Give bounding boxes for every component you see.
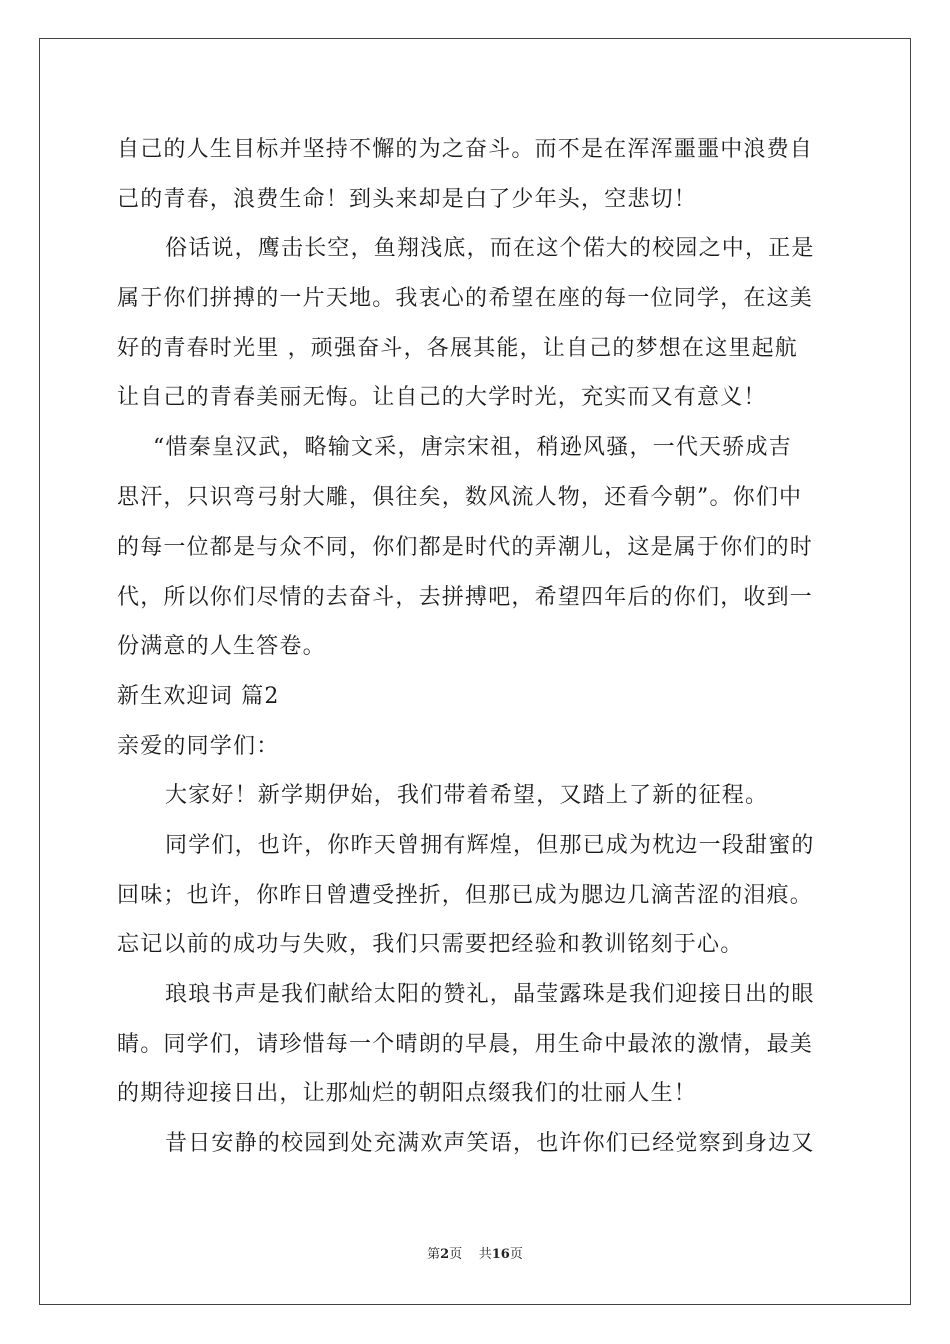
page-footer [0,1246,950,1264]
paragraph-line: 己的青春，浪费生命！到头来却是白了少年头，空悲切！ [117,187,698,212]
paragraph-line: 同学们，也许，你昨天曾拥有辉煌，但那已成为枕边一段甜蜜的 [165,833,815,858]
salutation: 亲爱的同学们： [117,734,280,759]
paragraph-line: 忘记以前的成功与失败，我们只需要把经验和教训铭刻于心。 [117,932,744,957]
paragraph-line: 份满意的人生答卷。 [117,634,326,659]
paragraph-line: 代，所以你们尽情的去奋斗，去拼搏吧，希望四年后的你们，收到一 [117,585,814,610]
page-number: 2 [440,1247,450,1262]
paragraph-line: 琅琅书声是我们献给太阳的赞礼，晶莹露珠是我们迎接日出的眼 [165,982,815,1007]
page-border [39,38,911,1305]
paragraph-line: 俗话说，鹰击长空，鱼翔浅底，而在这个偌大的校园之中，正是 [165,236,815,261]
section-heading: 新生欢迎词 篇2 [117,684,280,709]
total-prefix: 共 [478,1247,492,1262]
page-prefix: 第 [427,1247,441,1262]
total-suffix: 页 [509,1247,523,1262]
paragraph-line: 的每一位都是与众不同，你们都是时代的弄潮儿，这是属于你们的时 [117,535,814,560]
paragraph-line: 让自己的青春美丽无悔。让自己的大学时光，充实而又有意义！ [117,385,767,410]
paragraph-line: “惜秦皇汉武，略输文采，唐宗宋祖，稍逊风骚，一代天骄成吉 [153,435,792,460]
paragraph-line: 回味；也许，你昨日曾遭受挫折，但那已成为腮边几滴苦涩的泪痕。 [117,883,814,908]
paragraph-line: 睛。同学们，请珍惜每一个晴朗的早晨，用生命中最浓的激情，最美 [117,1032,814,1057]
paragraph-line: 的期待迎接日出，让那灿烂的朝阳点缀我们的壮丽人生！ [117,1081,698,1106]
paragraph-line: 昔日安静的校园到处充满欢声笑语，也许你们已经觉察到身边又 [165,1131,815,1156]
paragraph-line: 好的青春时光里 ，顽强奋斗，各展其能，让自己的梦想在这里起航 [117,336,798,361]
paragraph-line: 属于你们拼搏的一片天地。我衷心的希望在座的每一位同学，在这美 [117,286,814,311]
paragraph-line: 思汗，只识弯弓射大雕，俱往矣，数风流人物，还看今朝”。你们中 [117,485,803,510]
page-suffix: 页 [449,1247,463,1262]
paragraph-line: 自己的人生目标并坚持不懈的为之奋斗。而不是在浑浑噩噩中浪费自 [117,137,814,162]
paragraph-line: 大家好！新学期伊始，我们带着希望，又踏上了新的征程。 [165,783,769,808]
total-pages: 16 [491,1247,510,1262]
